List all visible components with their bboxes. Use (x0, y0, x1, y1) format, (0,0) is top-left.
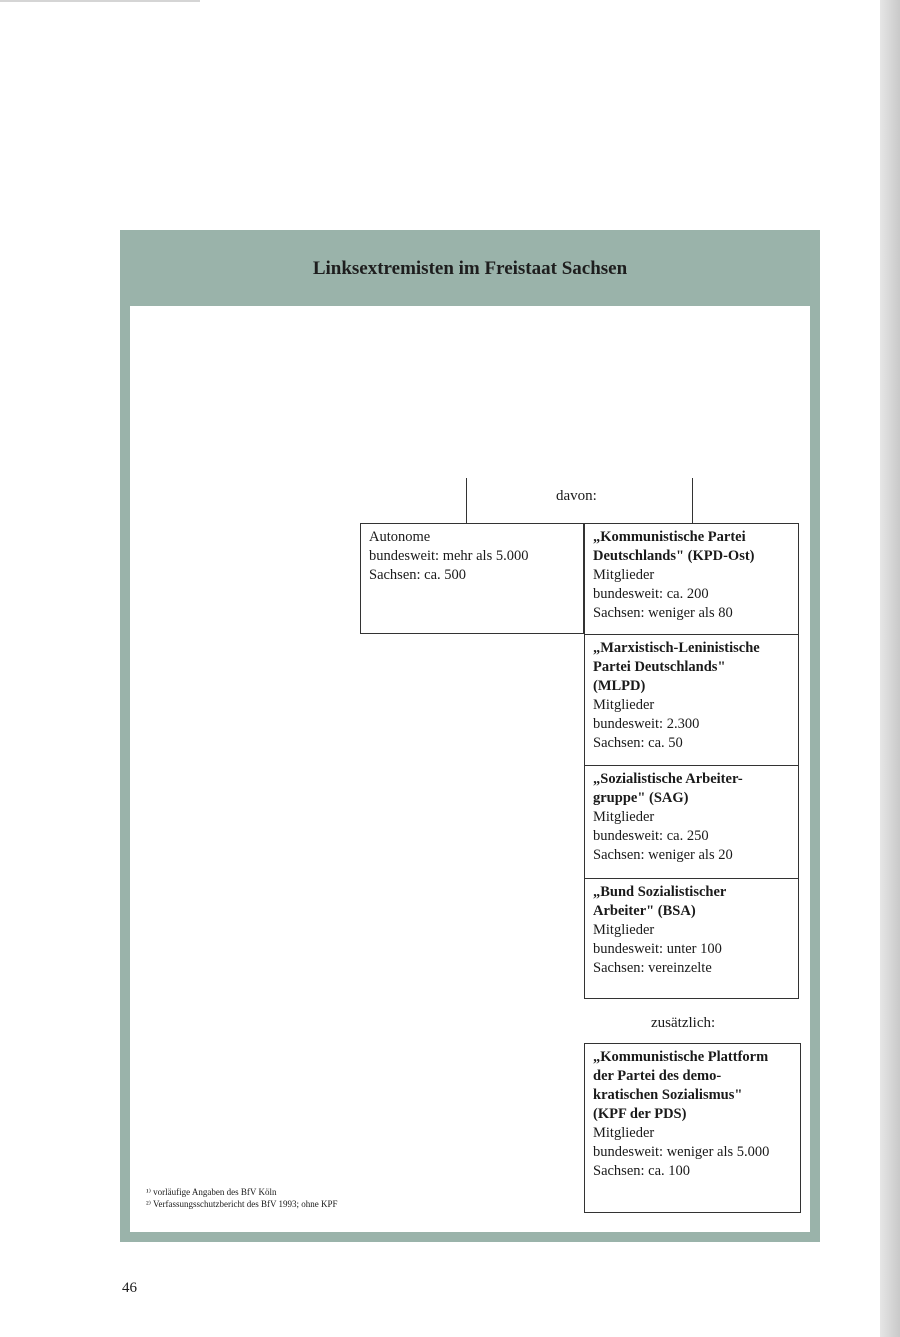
connector-autonome (466, 478, 467, 524)
box-kpf-pds-heading: „Kommunistische Plattform der Partei des demo- kratischen Sozialismus" (KPF der PDS) (593, 1049, 769, 1122)
box-kpf-pds: „Kommunistische Plattform der Partei des demo- kratischen Sozialismus" (KPF der PDS) Mitglieder bundesweit: weniger als 5.000 Sachsen: ca. 100 (584, 1043, 801, 1213)
box-kpd-ost-heading: „Kommunistische Partei Deutschlands" (KPD-Ost) (593, 529, 755, 564)
zusaetzlich-label: zusätzlich: (651, 1015, 716, 1031)
box-sag: „Sozialistische Arbeiter- gruppe" (SAG) Mitglieder bundesweit: ca. 250 Sachsen: weniger als 20 (584, 765, 799, 879)
diagram-title: Linksextremisten im Freistaat Sachsen (312, 258, 628, 279)
box-bsa: „Bund Sozialistischer Arbeiter" (BSA) Mitglieder bundesweit: unter 100 Sachsen: vereinzelte (584, 878, 799, 999)
footnote-1: ¹⁾ vorläufige Angaben des BfV Köln (146, 1187, 277, 1197)
box-mlpd: „Marxistisch-Leninistische Partei Deutschlands" (MLPD) Mitglieder bundesweit: 2.300 Sachsen: ca. 50 (584, 634, 799, 766)
box-kpd-ost: „Kommunistische Partei Deutschlands" (KPD-Ost) Mitglieder bundesweit: ca. 200 Sachsen: weniger als 80 (584, 523, 799, 635)
box-bsa-heading: „Bund Sozialistischer Arbeiter" (BSA) (593, 884, 727, 919)
box-autonome: Autonome bundesweit: mehr als 5.000 Sachsen: ca. 500 (360, 523, 584, 634)
box-sag-heading: „Sozialistische Arbeiter- gruppe" (SAG) (593, 771, 743, 806)
page-number: 46 (122, 1280, 137, 1296)
party-stack (584, 523, 799, 999)
scan-top-rule (0, 0, 200, 2)
connector-parteien (692, 478, 693, 524)
box-mlpd-heading: „Marxistisch-Leninistische Partei Deutschlands" (MLPD) (593, 640, 760, 694)
footnotes (146, 1186, 338, 1210)
davon-label: davon: (556, 488, 597, 504)
footnote-2: ²⁾ Verfassungsschutzbericht des BfV 1993; ohne KPF (146, 1199, 338, 1209)
page-edge-shadow (880, 0, 900, 1337)
